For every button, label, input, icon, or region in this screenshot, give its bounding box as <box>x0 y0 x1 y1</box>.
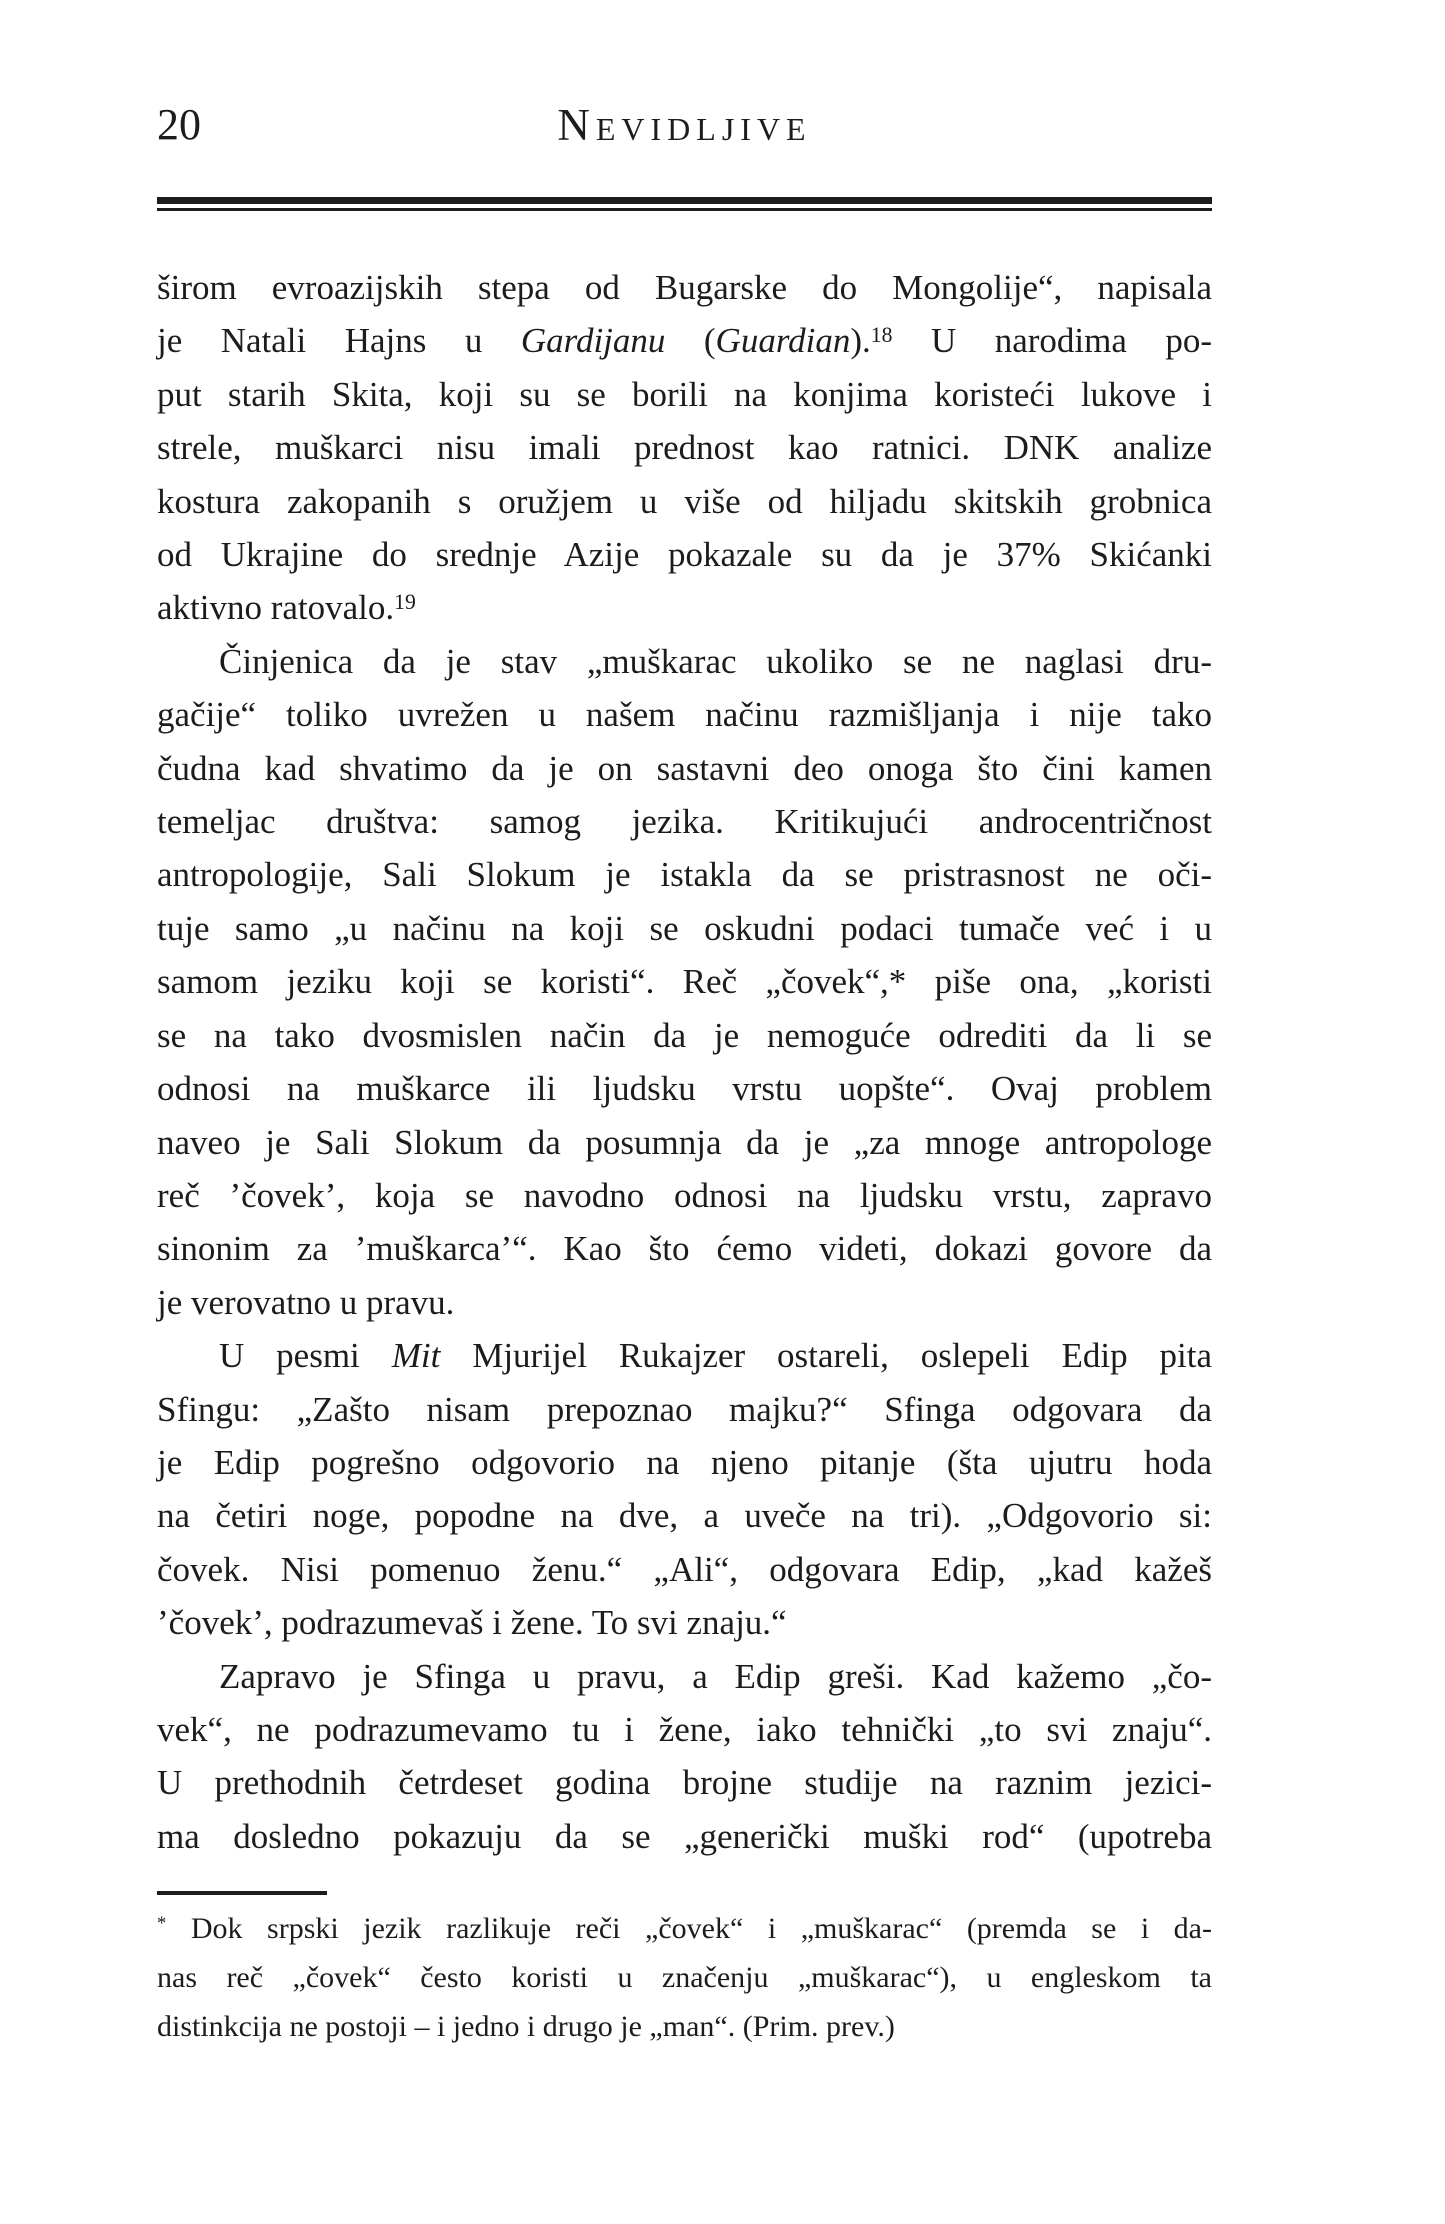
superscript: * <box>157 1912 167 1934</box>
text-line <box>157 1543 1212 1596</box>
text-segment: ’čovek’, podrazumevaš i žene. To svi znaju.“ <box>157 1603 787 1643</box>
text-line <box>157 1276 1212 1329</box>
text-line <box>157 1116 1212 1169</box>
text-line <box>157 368 1212 421</box>
text-line <box>157 261 1212 314</box>
text-segment: je verovatno u pravu. <box>157 1282 455 1322</box>
italic-text: Guardian <box>715 321 851 361</box>
body-text <box>157 261 1212 1863</box>
text-line <box>157 1703 1212 1756</box>
text-segment: distinkcija ne postoji – i jedno i drugo je „man“. (Prim. prev.) <box>157 2010 895 2044</box>
text-segment: gačije“ toliko uvrežen u našem načinu razmišljanja i nije tako <box>157 695 1212 735</box>
text-segment: temeljac društva: samog jezika. Kritikujući androcentričnost <box>157 802 1212 842</box>
text-segment: Sfingu: „Zašto nisam prepoznao majku?“ Sfinga odgovara da <box>157 1389 1212 1429</box>
text-line <box>157 1009 1212 1062</box>
text-line <box>157 1904 1212 1953</box>
text-segment: U narodima po- <box>892 321 1213 361</box>
footnote <box>157 1904 1212 2051</box>
text-line <box>157 848 1212 901</box>
text-line <box>157 421 1212 474</box>
text-segment: od Ukrajine do srednje Azije pokazale su da je 37% Skićanki <box>157 535 1212 575</box>
text-segment: čudna kad shvatimo da je on sastavni deo onoga što čini kamen <box>157 748 1212 788</box>
text-segment: odnosi na muškarce ili ljudsku vrstu uopšte“. Ovaj problem <box>157 1069 1212 1109</box>
text-line <box>157 1650 1212 1703</box>
text-segment: na četiri noge, popodne na dve, a uveče na tri). „Odgovorio si: <box>157 1496 1212 1536</box>
page-header <box>157 101 1212 149</box>
text-segment: kostura zakopanih s oružjem u više od hiljadu skitskih grobnica <box>157 481 1212 521</box>
text-segment: ( <box>665 321 716 361</box>
text-segment: je Natali Hajns u <box>157 321 521 361</box>
text-segment: antropologije, Sali Slokum je istakla da se pristrasnost ne oči- <box>157 855 1212 895</box>
text-segment: U pesmi <box>219 1336 392 1376</box>
text-segment: Dok srpski jezik razlikuje reči „čovek“ i „muškarac“ (premda se i da- <box>166 1912 1212 1946</box>
text-line <box>157 475 1212 528</box>
text-segment: ). <box>850 321 871 361</box>
text-segment: tuje samo „u načinu na koji se oskudni podaci tumače već i u <box>157 908 1212 948</box>
text-line <box>157 1436 1212 1489</box>
text-line <box>157 1329 1212 1382</box>
text-segment: Činjenica da je stav „muškarac ukoliko se ne naglasi dru- <box>219 641 1212 681</box>
text-line <box>157 635 1212 688</box>
italic-text: Gardijanu <box>520 321 666 361</box>
text-segment: aktivno ratovalo. <box>157 588 395 628</box>
text-segment: reč ’čovek’, koja se navodno odnosi na ljudsku vrstu, zapravo <box>157 1175 1212 1215</box>
text-segment: Zapravo je Sfinga u pravu, a Edip greši. Kad kažemo „čo- <box>219 1656 1212 1696</box>
text-segment: naveo je Sali Slokum da posumnja da je „za mnoge antropologe <box>157 1122 1212 1162</box>
text-segment: sinonim za ’muškarca’“. Kao što ćemo videti, dokazi govore da <box>157 1229 1212 1269</box>
text-segment: strele, muškarci nisu imali prednost kao ratnici. DNK analize <box>157 428 1212 468</box>
running-head: Nevidljive <box>557 100 812 150</box>
text-line <box>157 795 1212 848</box>
italic-text: Mit <box>391 1336 441 1376</box>
page-number: 20 <box>157 100 201 149</box>
text-line <box>157 581 1212 634</box>
text-line <box>157 1810 1212 1863</box>
text-column <box>157 0 1212 2051</box>
text-line <box>157 1953 1212 2002</box>
text-segment: je Edip pogrešno odgovorio na njeno pitanje (šta ujutru hoda <box>157 1442 1212 1482</box>
text-line <box>157 528 1212 581</box>
text-line <box>157 1489 1212 1542</box>
text-segment: U prethodnih četrdeset godina brojne studije na raznim jezici- <box>157 1763 1212 1803</box>
text-line <box>157 688 1212 741</box>
text-segment: samom jeziku koji se koristi“. Reč „čovek“,* piše ona, „koristi <box>157 962 1212 1002</box>
text-segment: se na tako dvosmislen način da je nemoguće odrediti da li se <box>157 1015 1212 1055</box>
text-segment: vek“, ne podrazumevamo tu i žene, iako tehnički „to svi znaju“. <box>157 1709 1212 1749</box>
text-line <box>157 1383 1212 1436</box>
header-rule <box>157 197 1212 211</box>
text-segment: put starih Skita, koji su se borili na konjima koristeći lukove i <box>157 374 1212 414</box>
text-segment: širom evroazijskih stepa od Bugarske do Mongolije“, napisala <box>157 268 1212 307</box>
text-line <box>157 1222 1212 1275</box>
superscript: 19 <box>394 589 416 614</box>
text-line <box>157 1756 1212 1809</box>
text-segment: nas reč „čovek“ često koristi u značenju „muškarac“), u engleskom ta <box>157 1961 1212 1995</box>
text-line <box>157 1169 1212 1222</box>
text-line <box>157 742 1212 795</box>
text-line <box>157 314 1212 367</box>
text-line <box>157 2002 1212 2051</box>
text-segment: čovek. Nisi pomenuo ženu.“ „Ali“, odgovara Edip, „kad kažeš <box>157 1549 1212 1589</box>
text-segment: Mjurijel Rukajzer ostareli, oslepeli Edip pita <box>440 1336 1212 1376</box>
text-line <box>157 1596 1212 1649</box>
text-line <box>157 1062 1212 1115</box>
text-line <box>157 955 1212 1008</box>
footnote-rule <box>157 1891 327 1895</box>
text-line <box>157 902 1212 955</box>
superscript: 18 <box>870 322 893 347</box>
text-segment: ma dosledno pokazuju da se „generički muški rod“ (upotreba <box>157 1816 1212 1856</box>
